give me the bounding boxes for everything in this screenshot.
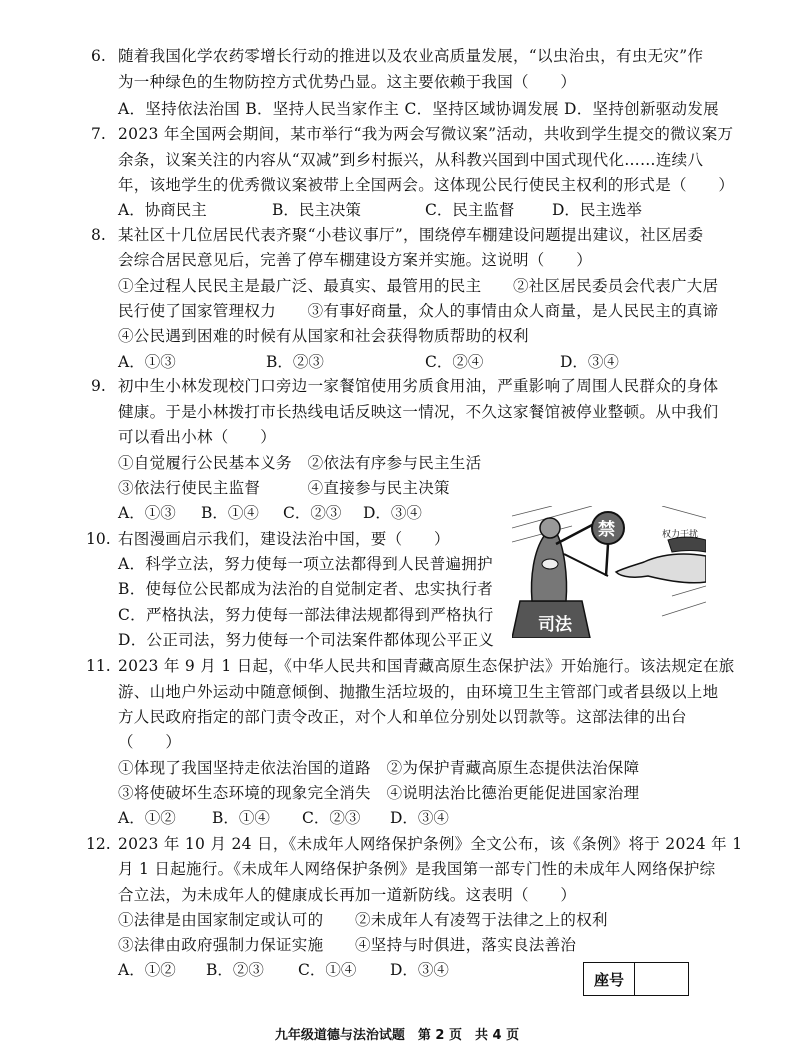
question-text: 随着我国化学农药零增长行动的推进以及农业高质量发展，“以虫治虫，有虫无灾”作 [118, 47, 704, 65]
option-b: B．①④ [212, 809, 270, 827]
question-number: 10. [86, 530, 111, 548]
statement-line: ③将使破坏生态环境的现象完全消失 ④说明法治比德治更能促进国家治理 [118, 784, 640, 802]
option-a: A．①② [118, 961, 176, 979]
statement-line: ③依法行使民主监督 ④直接参与民主决策 [118, 479, 450, 497]
option-a: A．①③ [118, 504, 176, 522]
question-text: 年，该地学生的优秀微议案被带上全国两会。这体现公民行使民主权利的形式是（ ） [118, 176, 735, 194]
page-footer: 九年级道德与法治试题 第 2 页 共 4 页 [274, 1028, 520, 1043]
question-text: 会综合居民意见后，完善了停车棚建设方案并实施。这说明（ ） [118, 251, 593, 269]
question-text: 健康。于是小林拨打市长热线电话反映这一情况，不久这家餐馆被停业整顿。从中我们 [118, 403, 719, 421]
seat-number-box [583, 962, 689, 996]
option-a: A．①② [118, 809, 176, 827]
option-b: B．②③ [206, 961, 264, 979]
statement-line: ①全过程人民民主是最广泛、最真实、最管用的民主 ②社区居民委员会代表广大居 [118, 277, 719, 295]
option-d: D．民主选举 [552, 201, 642, 219]
question-text: 初中生小林发现校门口旁边一家餐馆使用劣质食用油，严重影响了周围人民群众的身体 [118, 377, 719, 395]
question-text: 为一种绿色的生物防控方式优势凸显。这主要依赖于我国（ ） [118, 73, 577, 91]
statement-line: ①自觉履行公民基本义务 ②依法有序参与民主生活 [118, 454, 482, 472]
question-number: 12. [86, 835, 111, 853]
statement-line: ③法律由政府强制力保证实施 ④坚持与时俱进，落实良法善治 [118, 936, 577, 954]
option-c: C．①④ [298, 961, 357, 979]
question-text: 2023 年 10 月 24 日，《未成年人网络保护条例》全文公布，该《条例》将于 2024 年 1 [118, 835, 743, 853]
option-d: D．③④ [390, 809, 449, 827]
option-c: C．②③ [302, 809, 361, 827]
question-text: 可以看出小林（ ） [118, 428, 277, 446]
question-text: （ ） [118, 733, 182, 751]
option-c: C．②③ [283, 504, 342, 522]
cartoon-sign: 禁 [598, 520, 615, 540]
question-text: 某社区十几位居民代表齐聚“小巷议事厅”，围绕停车棚建设问题提出建议，社区居委 [118, 226, 704, 244]
statement-line: 民行使了国家管理权力 ③有事好商量，众人的事情由众人商量，是人民民主的真谛 [118, 302, 719, 320]
question-text: 2023 年 9 月 1 日起，《中华人民共和国青藏高原生态保护法》开始施行。该法规定在旅 [118, 657, 735, 675]
question-text: 方人民政府指定的部门责令改正，对个人和单位分别处以罚款等。这部法律的出台 [118, 708, 687, 726]
option-b: B．①④ [201, 504, 259, 522]
cartoon-illustration [512, 506, 706, 638]
question-text: 合立法，为未成年人的健康成长再加一道新防线。这表明（ ） [118, 886, 577, 904]
option-d: D．公正司法，努力使每一个司法案件都体现公平正义 [118, 631, 495, 649]
statement-line: ①法律是由国家制定或认可的 ②未成年人有凌驾于法律之上的权利 [118, 911, 608, 929]
statement-line: ④公民遇到困难的时候有从国家和社会获得物质帮助的权利 [118, 327, 529, 345]
question-number: 11. [86, 657, 111, 675]
option-a: A．科学立法，努力使每一项立法都得到人民普遍拥护 [118, 555, 493, 573]
question-text: 余条，议案关注的内容从“双减”到乡村振兴，从科教兴国到中国式现代化……连续八 [118, 151, 704, 169]
answer-options: A．坚持依法治国 B．坚持人民当家作主 C．坚持区域协调发展 D．坚持创新驱动发展 [118, 100, 719, 118]
option-c: C．民主监督 [425, 201, 515, 219]
question-text: 2023 年全国两会期间，某市举行“我为两会写微议案”活动，共收到学生提交的微议案万 [118, 125, 734, 143]
question-number: 8. [91, 226, 106, 244]
question-number: 6. [91, 47, 106, 65]
statement-line: ①体现了我国坚持走依法治国的道路 ②为保护青藏高原生态提供法治保障 [118, 759, 640, 777]
cartoon-ribbon-label: 权力干扰 [662, 530, 699, 540]
option-d: D．③④ [363, 504, 422, 522]
option-a: A．协商民主 [118, 201, 207, 219]
option-c: C．严格执法，努力使每一部法律法规都得到严格执行 [118, 606, 494, 624]
seat-number-label: 座号 [584, 963, 635, 995]
option-b: B．使每位公民都成为法治的自觉制定者、忠实执行者 [118, 580, 494, 598]
question-number: 9. [91, 377, 106, 395]
option-b: B．民主决策 [272, 201, 361, 219]
seat-number-field[interactable] [635, 963, 688, 995]
option-c: C．②④ [425, 353, 484, 371]
option-d: D．③④ [390, 961, 449, 979]
option-a: A．①③ [118, 353, 176, 371]
question-number: 7. [91, 125, 106, 143]
option-b: B．②③ [266, 353, 324, 371]
question-text: 月 1 日起施行。《未成年人网络保护条例》是我国第一部专门性的未成年人网络保护综 [118, 860, 716, 878]
question-text: 游、山地户外运动中随意倾倒、抛撒生活垃圾的，由环境卫生主管部门或者县级以上地 [118, 683, 719, 701]
cartoon-base-label: 司法 [538, 615, 572, 635]
question-text: 右图漫画启示我们，建设法治中国，要（ ） [118, 530, 450, 548]
option-d: D．③④ [560, 353, 619, 371]
